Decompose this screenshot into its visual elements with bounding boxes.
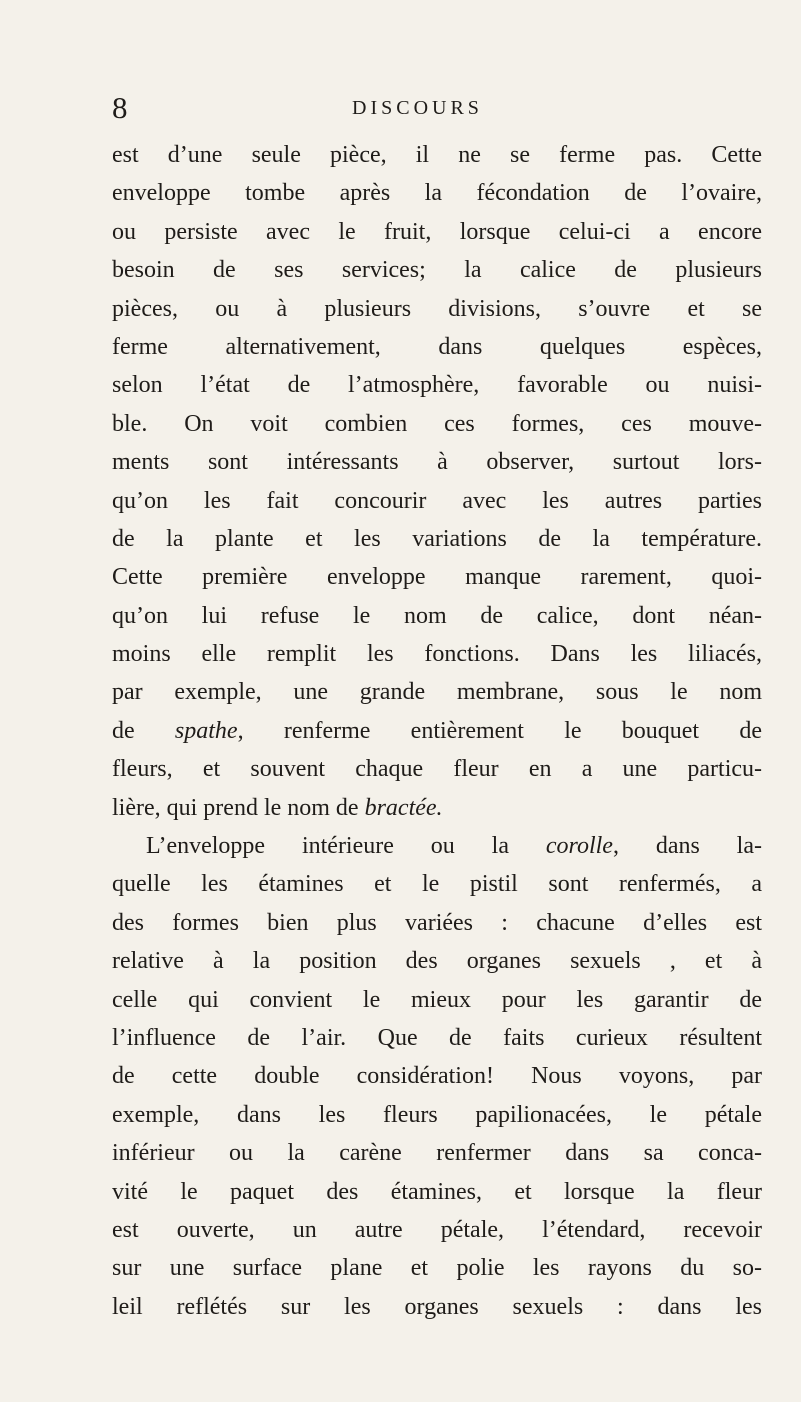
text-segment: est d’une seule pièce, il ne se ferme pas. Cette: [112, 142, 762, 168]
text-segment: , renferme entièrement le bouquet de: [237, 717, 762, 744]
italic-term: bractée.: [364, 794, 443, 821]
text-line: [112, 136, 762, 174]
text-line: [112, 1096, 762, 1134]
text-segment: leil reflétés sur les organes sexuels : dans les: [112, 1293, 762, 1320]
text-line: [112, 520, 762, 558]
text-segment: vité le paquet des étamines, et lorsque la fleur: [112, 1178, 762, 1205]
text-line: [112, 1057, 762, 1095]
text-line: [112, 827, 762, 865]
text-segment: lière, qui prend le nom de: [112, 794, 365, 821]
text-line: [112, 1288, 762, 1326]
running-head: [112, 88, 732, 128]
text-segment: de cette double considération! Nous voyons, par: [112, 1063, 762, 1090]
text-line: [112, 482, 762, 520]
text-segment: fleurs, et souvent chaque fleur en a une particu-: [112, 756, 762, 783]
text-segment: sur une surface plane et polie les rayons du so-: [112, 1255, 762, 1282]
text-segment: des formes bien plus variées : chacune d’elles est: [112, 909, 762, 936]
text-segment: ou persiste avec le fruit, lorsque celui-ci a encore: [112, 218, 762, 245]
text-line: [112, 635, 762, 673]
text-line: [112, 904, 762, 942]
text-line: [112, 328, 762, 366]
text-segment: Cette première enveloppe manque rarement, quoi-: [112, 564, 762, 591]
text-line: [112, 942, 762, 980]
text-segment: pièces, ou à plusieurs divisions, s’ouvre et se: [112, 295, 762, 322]
italic-term: corolle: [545, 833, 613, 860]
text-segment: quelle les étamines et le pistil sont renfermés, a: [112, 871, 762, 898]
text-segment: exemple, dans les fleurs papilionacées, le pétale: [112, 1101, 762, 1128]
text-line: [112, 558, 762, 596]
text-segment: relative à la position des organes sexuels , et à: [112, 948, 762, 975]
italic-term: spathe: [174, 717, 238, 744]
text-segment: de: [112, 717, 175, 744]
text-segment: besoin de ses services; la calice de plusieurs: [112, 257, 762, 284]
text-segment: ments sont intéressants à observer, surtout lors-: [112, 449, 762, 476]
text-line: [112, 1173, 762, 1211]
running-title: DISCOURS: [352, 97, 483, 119]
text-line: [112, 1211, 762, 1249]
text-line: [112, 443, 762, 481]
text-segment: qu’on lui refuse le nom de calice, dont néan-: [112, 602, 762, 629]
text-line: [112, 174, 762, 212]
text-line: [112, 789, 762, 827]
text-segment: enveloppe tombe après la fécondation de l’ovaire,: [112, 180, 762, 207]
text-line: [112, 1019, 762, 1057]
text-line: [112, 1249, 762, 1287]
text-line: [112, 290, 762, 328]
text-segment: ferme alternativement, dans quelques espèces,: [112, 333, 762, 360]
text-line: [112, 405, 762, 443]
text-line: [112, 865, 762, 903]
text-line: [112, 981, 762, 1019]
page-number: 8: [112, 90, 128, 125]
text-segment: qu’on les fait concourir avec les autres parties: [112, 487, 762, 514]
text-segment: est ouverte, un autre pétale, l’étendard, recevoir: [112, 1216, 762, 1243]
text-line: [112, 712, 762, 750]
text-segment: L’enveloppe intérieure ou la: [146, 833, 546, 860]
body-text: [112, 136, 762, 1326]
text-line: [112, 673, 762, 711]
text-line: [112, 366, 762, 404]
text-segment: ble. On voit combien ces formes, ces mouve-: [112, 410, 762, 437]
text-segment: celle qui convient le mieux pour les garantir de: [112, 986, 762, 1013]
text-line: [112, 750, 762, 788]
text-line: [112, 213, 762, 251]
text-segment: inférieur ou la carène renfermer dans sa conca-: [112, 1140, 762, 1167]
text-segment: de la plante et les variations de la température.: [112, 525, 762, 552]
text-segment: selon l’état de l’atmosphère, favorable ou nuisi-: [112, 372, 762, 399]
text-line: [112, 597, 762, 635]
text-segment: moins elle remplit les fonctions. Dans les liliacés,: [112, 641, 762, 668]
text-line: [112, 251, 762, 289]
text-segment: par exemple, une grande membrane, sous le nom: [112, 679, 762, 706]
text-segment: , dans la-: [612, 833, 762, 860]
text-line: [112, 1134, 762, 1172]
text-segment: l’influence de l’air. Que de faits curieux résultent: [112, 1024, 762, 1051]
